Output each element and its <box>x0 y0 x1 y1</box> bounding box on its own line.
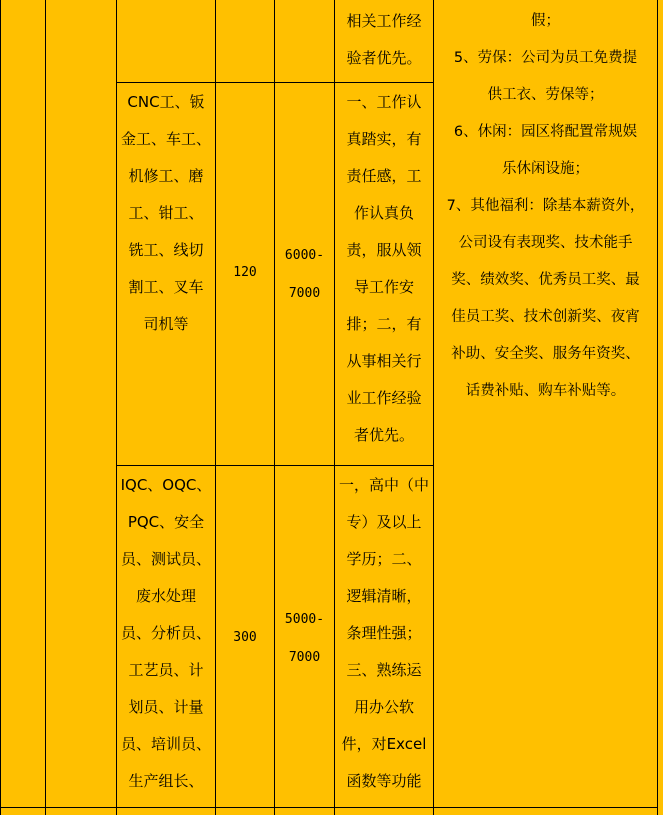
benefits-cell <box>434 3 657 410</box>
position-line: PQC、安全 <box>127 513 205 531</box>
row-border <box>116 465 434 466</box>
col-border <box>0 0 1 815</box>
requirement-line: 排；二，有 <box>346 315 422 333</box>
headcount-cell-cnc: 120 <box>233 265 257 280</box>
row-border <box>0 807 658 808</box>
position-cell-cnc <box>117 84 215 343</box>
position-line: 工、钳工、 <box>128 204 204 222</box>
position-line: 生产组长、 <box>128 772 204 790</box>
requirement-line: 验者优先。 <box>346 49 422 67</box>
position-line: 员、培训员、 <box>120 735 211 753</box>
requirement-line: 导工作安 <box>353 278 414 296</box>
requirement-line: 函数等功能 <box>346 772 422 790</box>
requirement-line: 责，服从领 <box>346 241 422 259</box>
position-line: 废水处理 <box>135 587 196 605</box>
requirement-line: 用办公软 <box>353 698 414 716</box>
position-cell-qc <box>117 467 215 800</box>
col-border <box>657 0 658 815</box>
requirement-line: 真踏实，有 <box>346 130 422 148</box>
position-line: 铣工、线切 <box>128 241 204 259</box>
requirement-line: 专）及以上 <box>346 513 422 531</box>
col-border <box>274 0 275 815</box>
position-line: IQC、OQC、 <box>120 476 212 494</box>
benefits-line: 佳员工奖、技术创新奖、夜宵 <box>451 309 640 325</box>
headcount-cell-qc: 300 <box>233 630 257 645</box>
requirement-cell-qc <box>335 467 433 800</box>
benefits-line: 乐休闲设施； <box>502 161 589 177</box>
requirement-line: 三、熟练运 <box>346 661 422 679</box>
benefits-line: 7、其他福利：除基本薪资外， <box>446 198 645 214</box>
position-line: 工艺员、计 <box>128 661 204 679</box>
position-line: 割工、叉车 <box>128 278 204 296</box>
col-border <box>45 0 46 815</box>
benefits-line: 公司设有表现奖、技术能手 <box>458 235 633 251</box>
position-line: 金工、车工、 <box>120 130 211 148</box>
requirement-line: 作认真负 <box>353 204 414 222</box>
salary-line: 6000- <box>284 248 325 263</box>
requirement-line: 相关工作经 <box>346 12 422 30</box>
benefits-line: 话费补贴、购车补贴等。 <box>465 383 626 399</box>
requirement-line: 者优先。 <box>353 426 414 444</box>
benefits-line: 6、休闲：园区将配置常规娱 <box>453 124 638 140</box>
salary-line: 7000 <box>288 286 321 301</box>
salary-cell-qc <box>275 601 334 677</box>
requirement-line: 一，高中（中 <box>338 476 429 494</box>
salary-line: 7000 <box>288 650 321 665</box>
position-line: 机修工、磨 <box>128 167 204 185</box>
position-line: 划员、计量 <box>128 698 204 716</box>
benefits-line: 奖、绩效奖、优秀员工奖、最 <box>451 272 640 288</box>
row-border <box>116 82 434 83</box>
requirement-line: 学历；二、 <box>346 550 422 568</box>
position-line: 员、分析员、 <box>120 624 211 642</box>
col-border <box>215 0 216 815</box>
salary-line: 5000- <box>284 612 325 627</box>
requirement-line: 逻辑清晰， <box>346 587 422 605</box>
requirement-line: 业工作经验 <box>346 389 422 407</box>
requirement-line: 从事相关行 <box>346 352 422 370</box>
benefits-line: 假； <box>531 13 560 29</box>
benefits-line: 供工衣、劳保等； <box>487 87 604 103</box>
requirement-cell-cnc <box>335 84 433 454</box>
benefits-line: 补助、安全奖、服务年资奖、 <box>451 346 640 362</box>
position-line: 司机等 <box>143 315 189 333</box>
requirement-cell-top <box>335 3 433 77</box>
requirement-line: 责任感，工 <box>346 167 422 185</box>
requirement-line: 一、工作认 <box>346 93 422 111</box>
requirement-line: 条理性强； <box>346 624 422 642</box>
salary-cell-cnc <box>275 237 334 313</box>
position-line: CNC工、钣 <box>127 93 205 111</box>
requirement-line: 件，对Excel <box>341 735 427 753</box>
benefits-line: 5、劳保：公司为员工免费提 <box>453 50 638 66</box>
position-line: 员、测试员、 <box>120 550 211 568</box>
